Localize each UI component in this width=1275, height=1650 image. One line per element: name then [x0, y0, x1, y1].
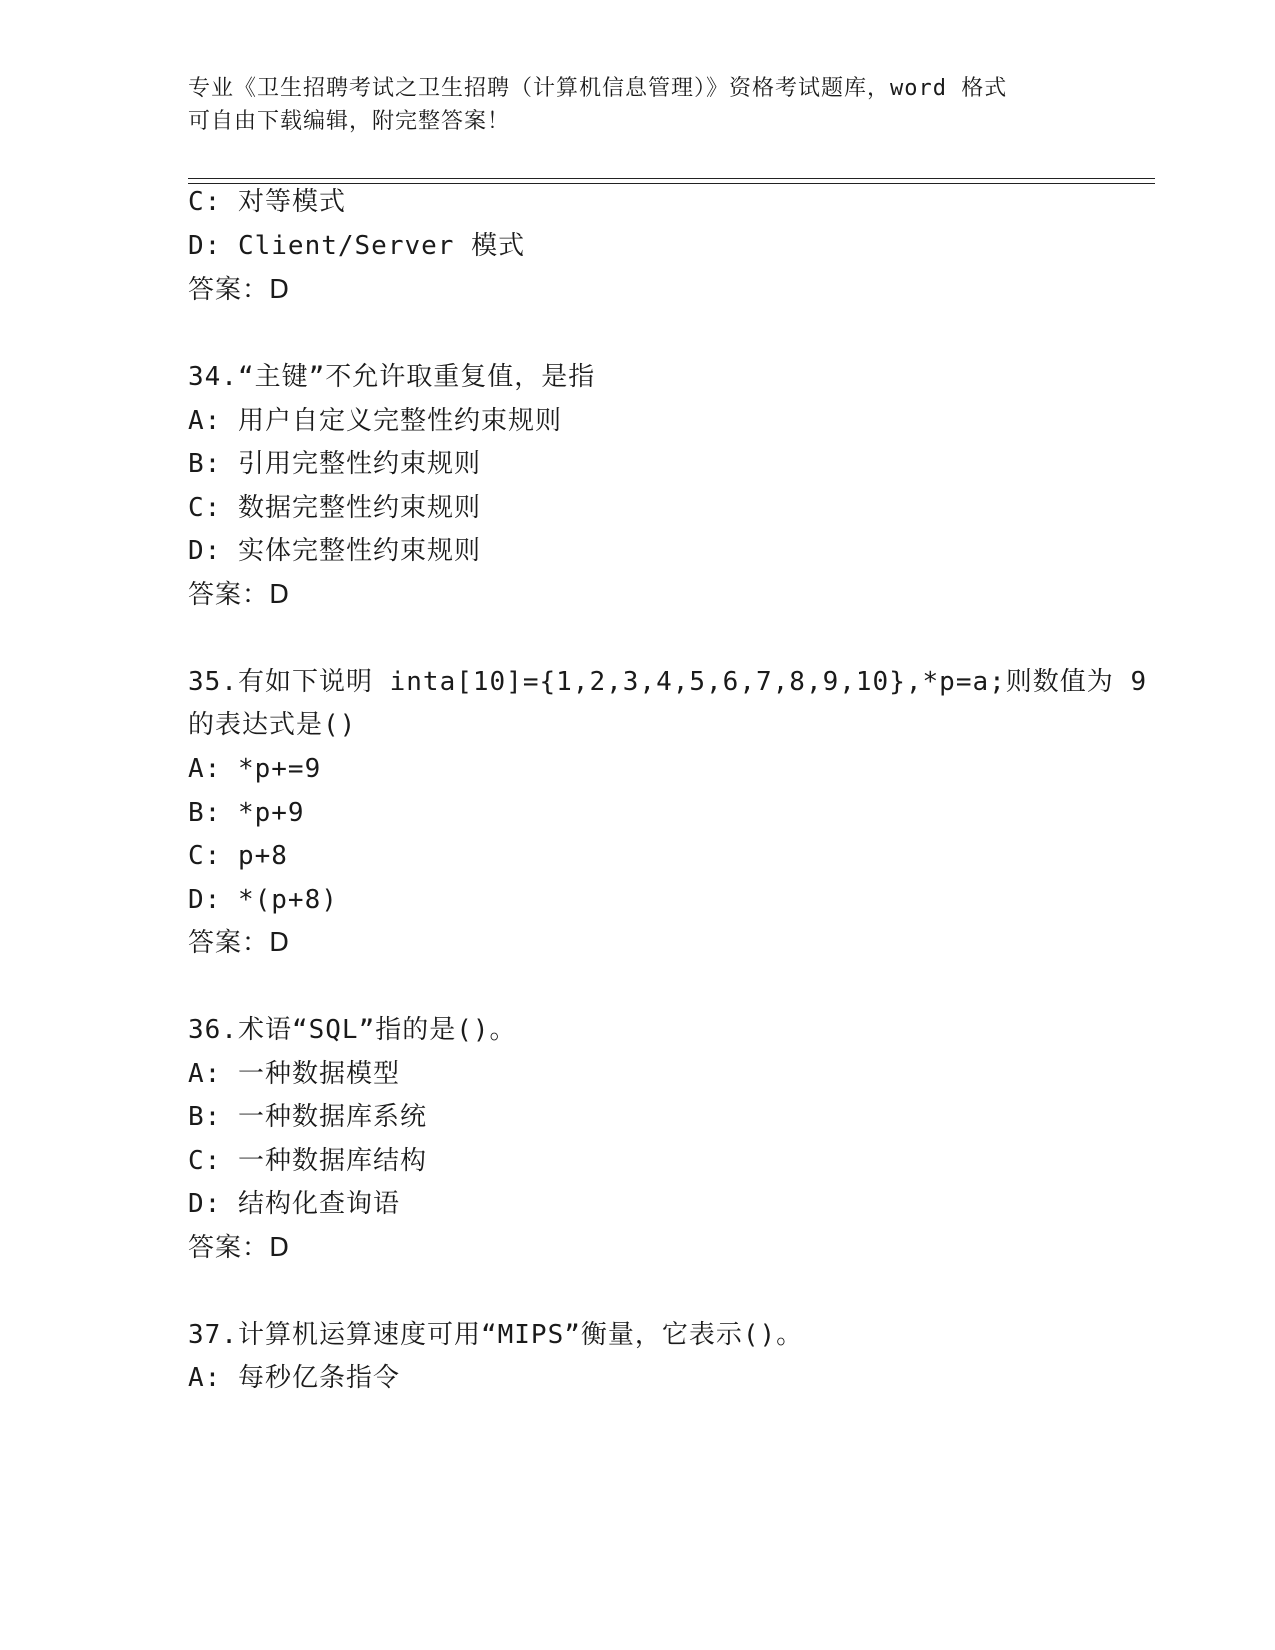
q33-option-d: D: Client/Server 模式 [188, 231, 526, 261]
q36-option-d: D: 结构化查询语 [188, 1189, 400, 1219]
q35-question-line-1: 35.有如下说明 inta[10]={1,2,3,4,5,6,7,8,9,10},*p=a;则数值为 9 [188, 667, 1148, 697]
q33-option-c: C: 对等模式 [188, 187, 346, 217]
q34-question: 34.“主键”不允许取重复值，是指 [188, 362, 596, 392]
q37-option-a: A: 每秒亿条指令 [188, 1363, 400, 1393]
q36-answer: 答案：D [188, 1233, 291, 1263]
header-line-1: 专业《卫生招聘考试之卫生招聘（计算机信息管理）》资格考试题库，word 格式 [188, 76, 1008, 101]
q34-option-b: B: 引用完整性约束规则 [188, 449, 481, 479]
q35-option-b: B: *p+9 [188, 798, 305, 828]
header-divider-top [188, 178, 1155, 179]
document-header [188, 72, 1068, 138]
q37-question: 37.计算机运算速度可用“MIPS”衡量，它表示()。 [188, 1320, 804, 1350]
q36-option-a: A: 一种数据模型 [188, 1059, 400, 1089]
q34-option-a: A: 用户自定义完整性约束规则 [188, 406, 562, 436]
q35-option-d: D: *(p+8) [188, 885, 338, 915]
q35-option-a: A: *p+=9 [188, 754, 322, 784]
q35-answer: 答案：D [188, 928, 291, 958]
q34-answer: 答案：D [188, 580, 291, 610]
q33-answer: 答案：D [188, 275, 291, 305]
q35-question-line-2: 的表达式是() [188, 710, 357, 740]
header-line-2: 可自由下载编辑，附完整答案！ [188, 109, 511, 134]
q36-question: 36.术语“SQL”指的是()。 [188, 1015, 517, 1045]
q34-option-c: C: 数据完整性约束规则 [188, 493, 481, 523]
q36-option-c: C: 一种数据库结构 [188, 1146, 427, 1176]
header-divider-bottom [188, 183, 1155, 184]
q36-option-b: B: 一种数据库系统 [188, 1102, 427, 1132]
q34-option-d: D: 实体完整性约束规则 [188, 536, 481, 566]
q35-option-c: C: p+8 [188, 841, 288, 871]
